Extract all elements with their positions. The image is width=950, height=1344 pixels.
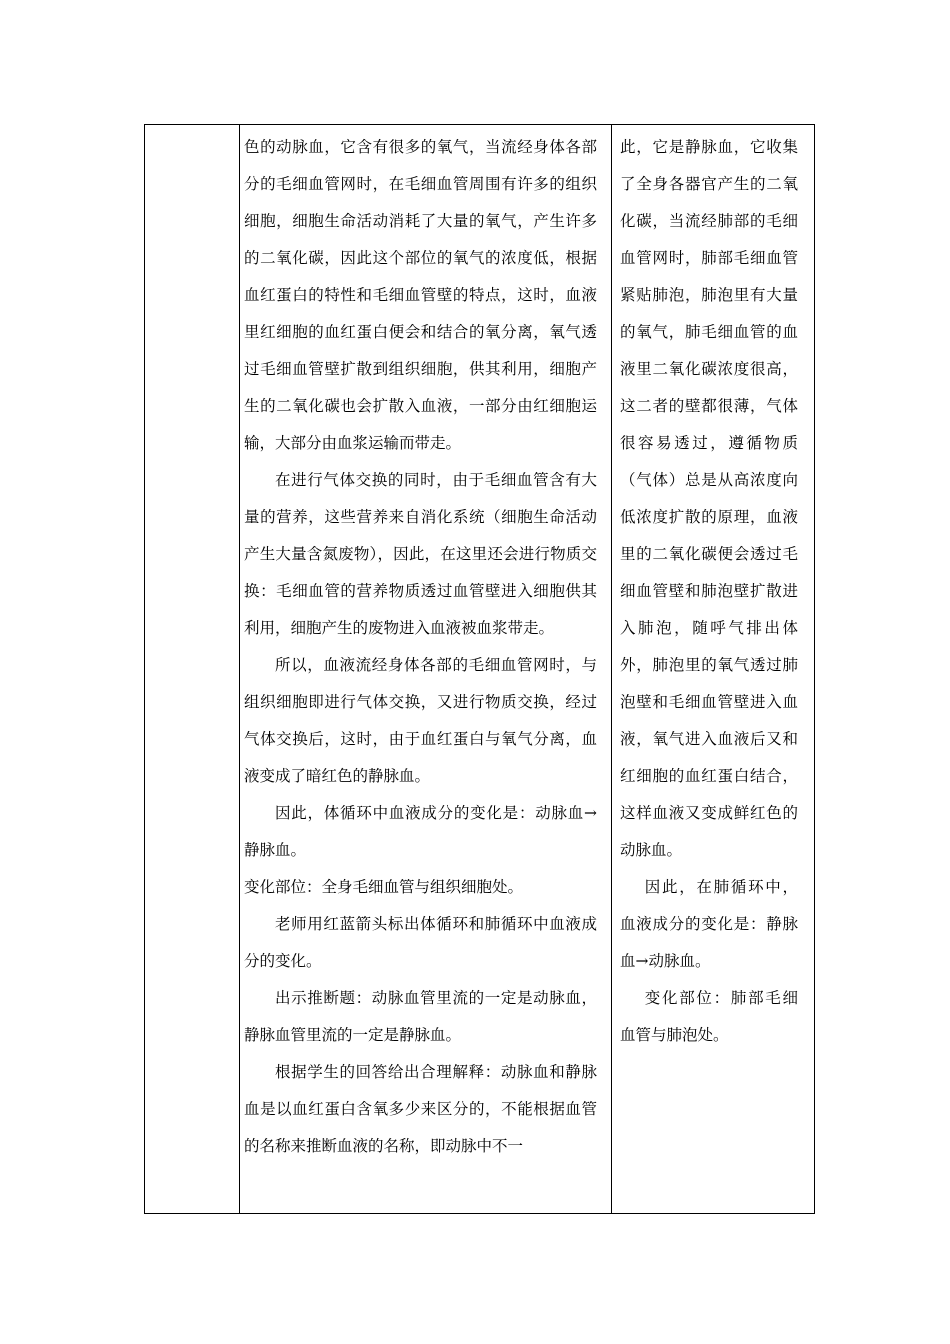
paragraph: 所以，血液流经身体各部的毛细血管网时，与组织细胞即进行气体交换，又进行物质交换，经过气体交换后，这时，由于血红蛋白与氧气分离，血液变成了暗红色的静脉血。 [244,656,597,785]
lesson-table [144,124,815,1214]
paragraph: 在进行气体交换的同时，由于毛细血管含有大量的营养，这些营养来自消化系统（细胞生命活动产生大量含氮废物），因此，在这里还会进行物质交换：毛细血管的营养物质透过血管壁进入细胞供其利用，细胞产生的废物进入血液被血浆带走。 [244,471,597,637]
student-activity-cell [612,125,815,1214]
paragraph: 此，它是静脉血，它收集了全身各器官产生的二氧化碳，当流经肺部的毛细血管网时，肺部毛细血管紧贴肺泡，肺泡里有大量的氧气，肺毛细血管的血液里二氧化碳浓度很高，这二者的壁都很薄，气体很容易透过，遵循物质（气体）总是从高浓度向低浓度扩散的原理，血液里的二氧化碳便会透过毛细血管壁和肺泡壁扩散进入肺泡，随呼气排出体外，肺泡里的氧气透过肺泡壁和毛细血管壁进入血液，氧气进入血液后又和红细胞的血红蛋白结合，这样血液又变成鲜红色的动脉血。 [620,138,798,859]
paragraph: 老师用红蓝箭头标出体循环和肺循环中血液成分的变化。 [244,915,597,970]
paragraph: 变化部位：全身毛细血管与组织细胞处。 [244,878,524,896]
paragraph: 因此，体循环中血液成分的变化是：动脉血→静脉血。 [244,804,597,859]
paragraph: 出示推断题：动脉血管里流的一定是动脉血，静脉血管里流的一定是静脉血。 [244,989,597,1044]
paragraph: 色的动脉血，它含有很多的氧气，当流经身体各部分的毛细血管网时，在毛细血管周围有许多的组织细胞，细胞生命活动消耗了大量的氧气，产生许多的二氧化碳，因此这个部位的氧气的浓度低，根据血红蛋白的特性和毛细血管壁的特点，这时，血液里红细胞的血红蛋白便会和结合的氧分离，氧气透过毛细血管壁扩散到组织细胞，供其利用，细胞产生的二氧化碳也会扩散入血液，一部分由红细胞运输，大部分由血浆运输而带走。 [244,138,597,452]
paragraph: 根据学生的回答给出合理解释：动脉血和静脉血是以血红蛋白含氧多少来区分的，不能根据血管的名称来推断血液的名称，即动脉中不一 [244,1063,597,1155]
paragraph: 变化部位：肺部毛细血管与肺泡处。 [620,989,798,1044]
stage-column-cell [145,125,240,1214]
teacher-activity-cell [240,125,612,1214]
paragraph: 因此，在肺循环中，血液成分的变化是：静脉血→动脉血。 [620,878,798,970]
table-row [145,125,815,1214]
